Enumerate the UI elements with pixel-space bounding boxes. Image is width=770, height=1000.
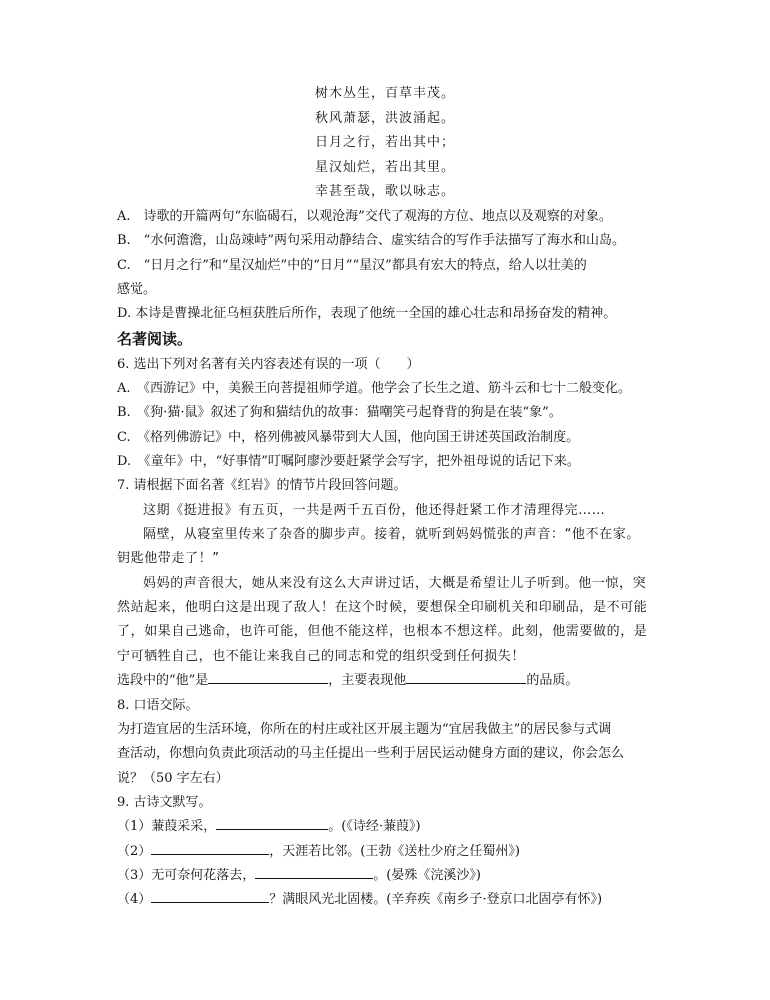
- poem-line: 秋风萧瑟，洪波涌起。: [314, 111, 455, 126]
- poem-line: 星汉灿烂，若出其里。: [314, 160, 455, 175]
- q7-passage-line: 这期《挺进报》有五页，一共是两千五百份，他还得赶紧工作才清理得完……: [143, 503, 606, 518]
- q6-stem: 6. 选出下列对名著有关内容表述有误的一项（ ）: [117, 357, 420, 372]
- q7-passage-line: 宁可牺牲自己，也不能让来我自己的同志和党的组织受到任何损失！: [117, 649, 526, 664]
- poem-line: 幸甚至哉，歌以咏志。: [314, 184, 455, 199]
- q9-item-3-source: 。(晏殊《浣溪沙》): [373, 868, 481, 883]
- q8-stem: 8. 口语交际。: [117, 698, 199, 713]
- q7-answer-suffix: 的品质。: [526, 673, 579, 688]
- q5-option-d: D. 本诗是曹操北征乌桓获胜后所作，表现了他统一全国的雄心壮志和昂扬奋发的精神。: [117, 306, 617, 321]
- q7-passage-line: 了，如果自己逃命，也许可能，但他不能这样，也根本不想这样。此刻，他需要做的，是: [117, 624, 648, 639]
- answer-blank[interactable]: [208, 669, 328, 684]
- q7-stem: 7. 请根据下面名著《红岩》的情节片段回答问题。: [117, 478, 407, 493]
- q5-option-a: A. 诗歌的开篇两句“东临碣石，以观沧海”交代了观海的方位、地点以及观察的对象。: [117, 209, 612, 224]
- q9-item-1: [117, 815, 677, 839]
- q7-passage-line: 隔壁，从寝室里传来了杂沓的脚步声。接着，就听到妈妈慌张的声音：“他不在家。: [143, 527, 640, 542]
- q8-prompt-line: 为打造宜居的生活环境，你所在的村庄或社区开展主题为“宜居我做主”的居民参与式调: [117, 722, 612, 737]
- q9-item-2-text: ，天涯若比邻。(王勃《送杜少府之任蜀州》): [269, 844, 520, 859]
- q5-option-b: B. “水何澹澹，山岛竦峙”两句采用动静结合、虚实结合的写作手法描写了海水和山岛。: [117, 233, 625, 248]
- q9-item-1-text: （1）蒹葭采采，: [117, 819, 217, 834]
- answer-blank[interactable]: [151, 840, 269, 855]
- q7-passage-line: 钥匙他带走了！”: [117, 551, 220, 566]
- answer-blank[interactable]: [216, 815, 328, 830]
- q9-item-4-text: ？满眼风光北固楼。(辛弃疾《南乡子·登京口北固亭有怀》): [269, 892, 603, 907]
- q5-option-c-cont: 感觉。: [117, 282, 157, 297]
- q9-item-2: [117, 840, 677, 864]
- answer-blank[interactable]: [406, 669, 526, 684]
- q7-answer-prefix: 选段中的“他”是: [117, 673, 209, 688]
- q7-answer-middle: ，主要表现他: [328, 673, 407, 688]
- q6-option-a: A. 《西游记》中，美猴王向菩提祖师学道。他学会了长生之道、筋斗云和七十二般变化。: [117, 381, 632, 396]
- q8-prompt-line: 说？（50 字左右）: [117, 771, 229, 786]
- q9-item-4: [117, 888, 677, 912]
- poem-line: 树木丛生，百草丰茂。: [314, 86, 455, 101]
- q9-item-4-number: （4）: [117, 892, 152, 907]
- poem-line: 日月之行，若出其中；: [314, 135, 455, 150]
- q9-item-1-source: 。(《诗经·蒹葭》): [328, 819, 421, 834]
- q7-answer-line: [117, 669, 677, 693]
- q7-passage-line: 然站起来，他明白这是出现了敌人！在这个时候，要想保全印刷机关和印刷品，是不可能: [117, 600, 648, 615]
- q7-passage-line: 妈妈的声音很大，她从来没有这么大声讲过话，大概是希望让儿子听到。他一惊，突: [143, 576, 647, 591]
- q5-option-c: C. “日月之行”和“星汉灿烂”中的“日月”“星汉”都具有宏大的特点，给人以壮美的: [117, 258, 587, 273]
- answer-blank[interactable]: [255, 864, 373, 879]
- q9-item-3: [117, 864, 677, 888]
- answer-blank[interactable]: [151, 888, 269, 903]
- q9-item-2-number: （2）: [117, 844, 152, 859]
- q6-option-c: C. 《格列佛游记》中，格列佛被风暴带到大人国，他向国王讲述英国政治制度。: [117, 430, 580, 445]
- q9-item-3-text: （3）无可奈何花落去，: [117, 868, 256, 883]
- q8-prompt-line: 查活动，你想向负责此项活动的马主任提出一些利于居民运动健身方面的建议，你会怎么: [117, 746, 625, 761]
- section-title: 名著阅读。: [117, 330, 193, 348]
- q6-option-b: B. 《狗·猫·鼠》叙述了狗和猫结仇的故事：猫嘲笑弓起脊背的狗是在装“象”。: [117, 405, 562, 420]
- q6-option-d: D. 《童年》中，“好事情”叮嘱阿廖沙要赶紧学会写字，把外祖母说的话记下来。: [117, 454, 580, 469]
- q9-stem: 9. 古诗文默写。: [117, 795, 212, 810]
